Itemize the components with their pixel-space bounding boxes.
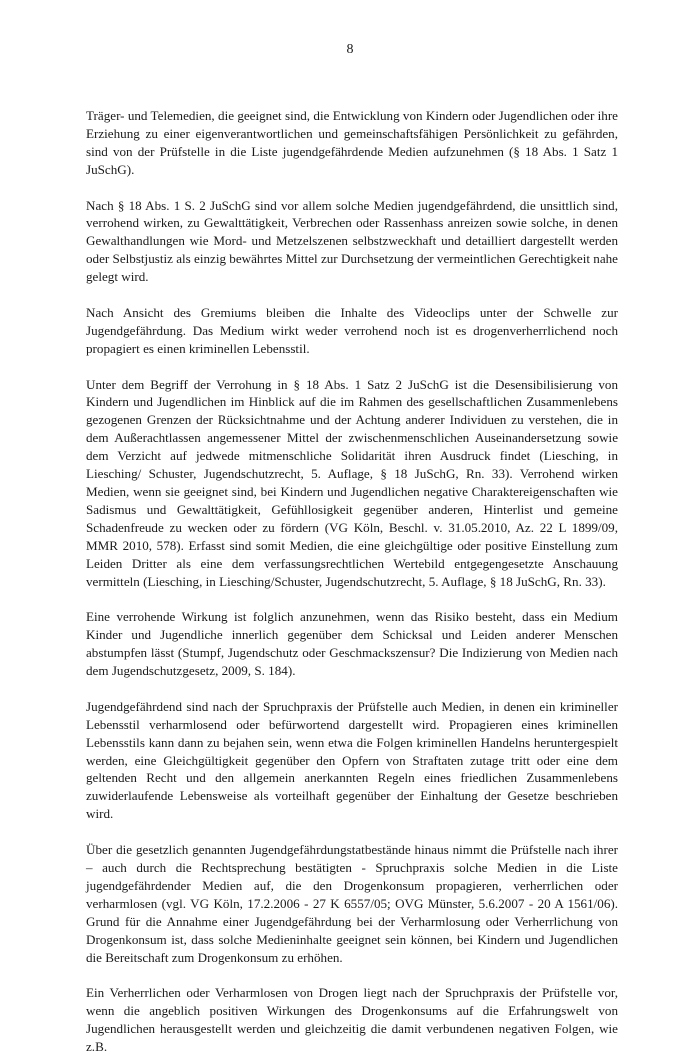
page-number: 8 (346, 42, 354, 57)
paragraph-1: Träger- und Telemedien, die geeignet sind, die Entwicklung von Kindern oder Jugendlichen oder ihre Erziehung zu einer eigenverantwortlichen und gemeinschaftsfähigen Persönlichkeit zu gefährden, sind von der Prüfstelle in die Liste jugendgefährdende Medien aufzunehmen (§ 18 Abs. 1 Satz 1 JuSchG). (86, 108, 618, 177)
paragraph-4: Unter dem Begriff der Verrohung in § 18 Abs. 1 Satz 2 JuSchG ist die Desensibilisierung von Kindern und Jugendlichen im Hinblick auf die im Rahmen des gesellschaftlichen Zusammenlebens gezogenen Grenzen der Rücksichtnahme und der Achtung anderer Individuen zu verstehen, die in dem Außerachtlassen angemessener Mittel der zwischenmenschlichen Auseinandersetzung sowie dem Verzicht auf jedwede mitmenschliche Solidarität ihren Ausdruck findet (Liesching, in Liesching/ Schuster, Jugendschutzrecht, 5. Auflage, § 18 JuSchG, Rn. 33). Verrohend wirken Medien, wenn sie geeignet sind, bei Kindern und Jugendlichen negative Charaktereigenschaften wie Sadismus und Gewalttätigkeit, Gefühllosigkeit gegenüber anderen, Hinterlist und gemeine Schadenfreude zu wecken oder zu fördern (VG Köln, Beschl. v. 31.05.2010, Az. 22 L 1899/09, MMR 2010, 578). Erfasst sind somit Medien, die eine gleichgültige oder positive Einstellung zum Leiden Dritter als eine dem verfassungsrechtlichen Wertebild entgegengesetzte Anschauung vermitteln (Liesching, in Liesching/Schuster, Jugendschutzrecht, 5. Auflage, § 18 JuSchG, Rn. 33). (86, 376, 618, 589)
paragraph-6: Jugendgefährdend sind nach der Spruchpraxis der Prüfstelle auch Medien, in denen ein krimineller Lebensstil verharmlosend oder befürwortend dargestellt wird. Propagieren eines kriminellen Lebensstils kann dann zu bejahen sein, wenn etwa die Folgen kriminellen Handelns heruntergespielt werden, eine Gleichgültigkeit gegenüber den Opfern von Straftaten zutage tritt oder eine dem geltenden Recht und den allgemein anerkannten Regeln eines friedlichen Zusammenlebens zuwiderlaufende Lebensweise als vorteilhaft gegenüber der Einhaltung der Gesetze beschrieben wird. (86, 698, 618, 822)
paragraph-8: Ein Verherrlichen oder Verharmlosen von Drogen liegt nach der Spruchpraxis der Prüfstelle vor, wenn die angeblich positiven Wirkungen des Drogenkonsums auf die Erfahrungswelt von Jugendlichen herausgestellt werden und gleichzeitig die damit verbundenen negativen Folgen, wie z.B. (86, 985, 618, 1055)
paragraph-3: Nach Ansicht des Gremiums bleiben die Inhalte des Videoclips unter der Schwelle zur Jugendgefährdung. Das Medium wirkt weder verrohend noch ist es drogenverherrlichend noch propagiert es einen kriminellen Lebensstil. (86, 304, 618, 356)
paragraph-2: Nach § 18 Abs. 1 S. 2 JuSchG sind vor allem solche Medien jugendgefährdend, die unsittlich sind, verrohend wirken, zu Gewalttätigkeit, Verbrechen oder Rassenhass anreizen sowie solche, in denen Gewalthandlungen wie Mord- und Metzelszenen selbstzweckhaft und detailliert dargestellt werden oder Selbstjustiz als einzig bewährtes Mittel zur Durchsetzung der vermeintlichen Gerechtigkeit nahe gelegt wird. (86, 197, 618, 285)
paragraph-7: Über die gesetzlich genannten Jugendgefährdungstatbestände hinaus nimmt die Prüfstelle nach ihrer – auch durch die Rechtsprechung bestätigten - Spruchpraxis solche Medien in die Liste jugendgefährdender Medien auf, die den Drogenkonsum propagieren, verherrlichen oder verharmlosen (vgl. VG Köln, 17.2.2006 - 27 K 6557/05; OVG Münster, 5.6.2007 - 20 A 1561/06). Grund für die Annahme einer Jugendgefährdung bei der Verharmlosung oder Verherrlichung von Drogenkonsum ist, dass solche Medieninhalte geeignet sein können, bei Kindern und Jugendlichen die Bereitschaft zum Drogenkonsum zu erhöhen. (86, 842, 618, 965)
paragraph-5: Eine verrohende Wirkung ist folglich anzunehmen, wenn das Risiko besteht, dass ein Medium Kinder und Jugendliche innerlich gegenüber dem Schicksal und Leiden anderer Menschen abstumpfen lässt (Stumpf, Jugendschutz oder Geschmackszensur? Die Indizierung von Medien nach dem Jugendschutzgesetz, 2009, S. 184). (86, 609, 618, 679)
document-body (86, 107, 618, 1056)
